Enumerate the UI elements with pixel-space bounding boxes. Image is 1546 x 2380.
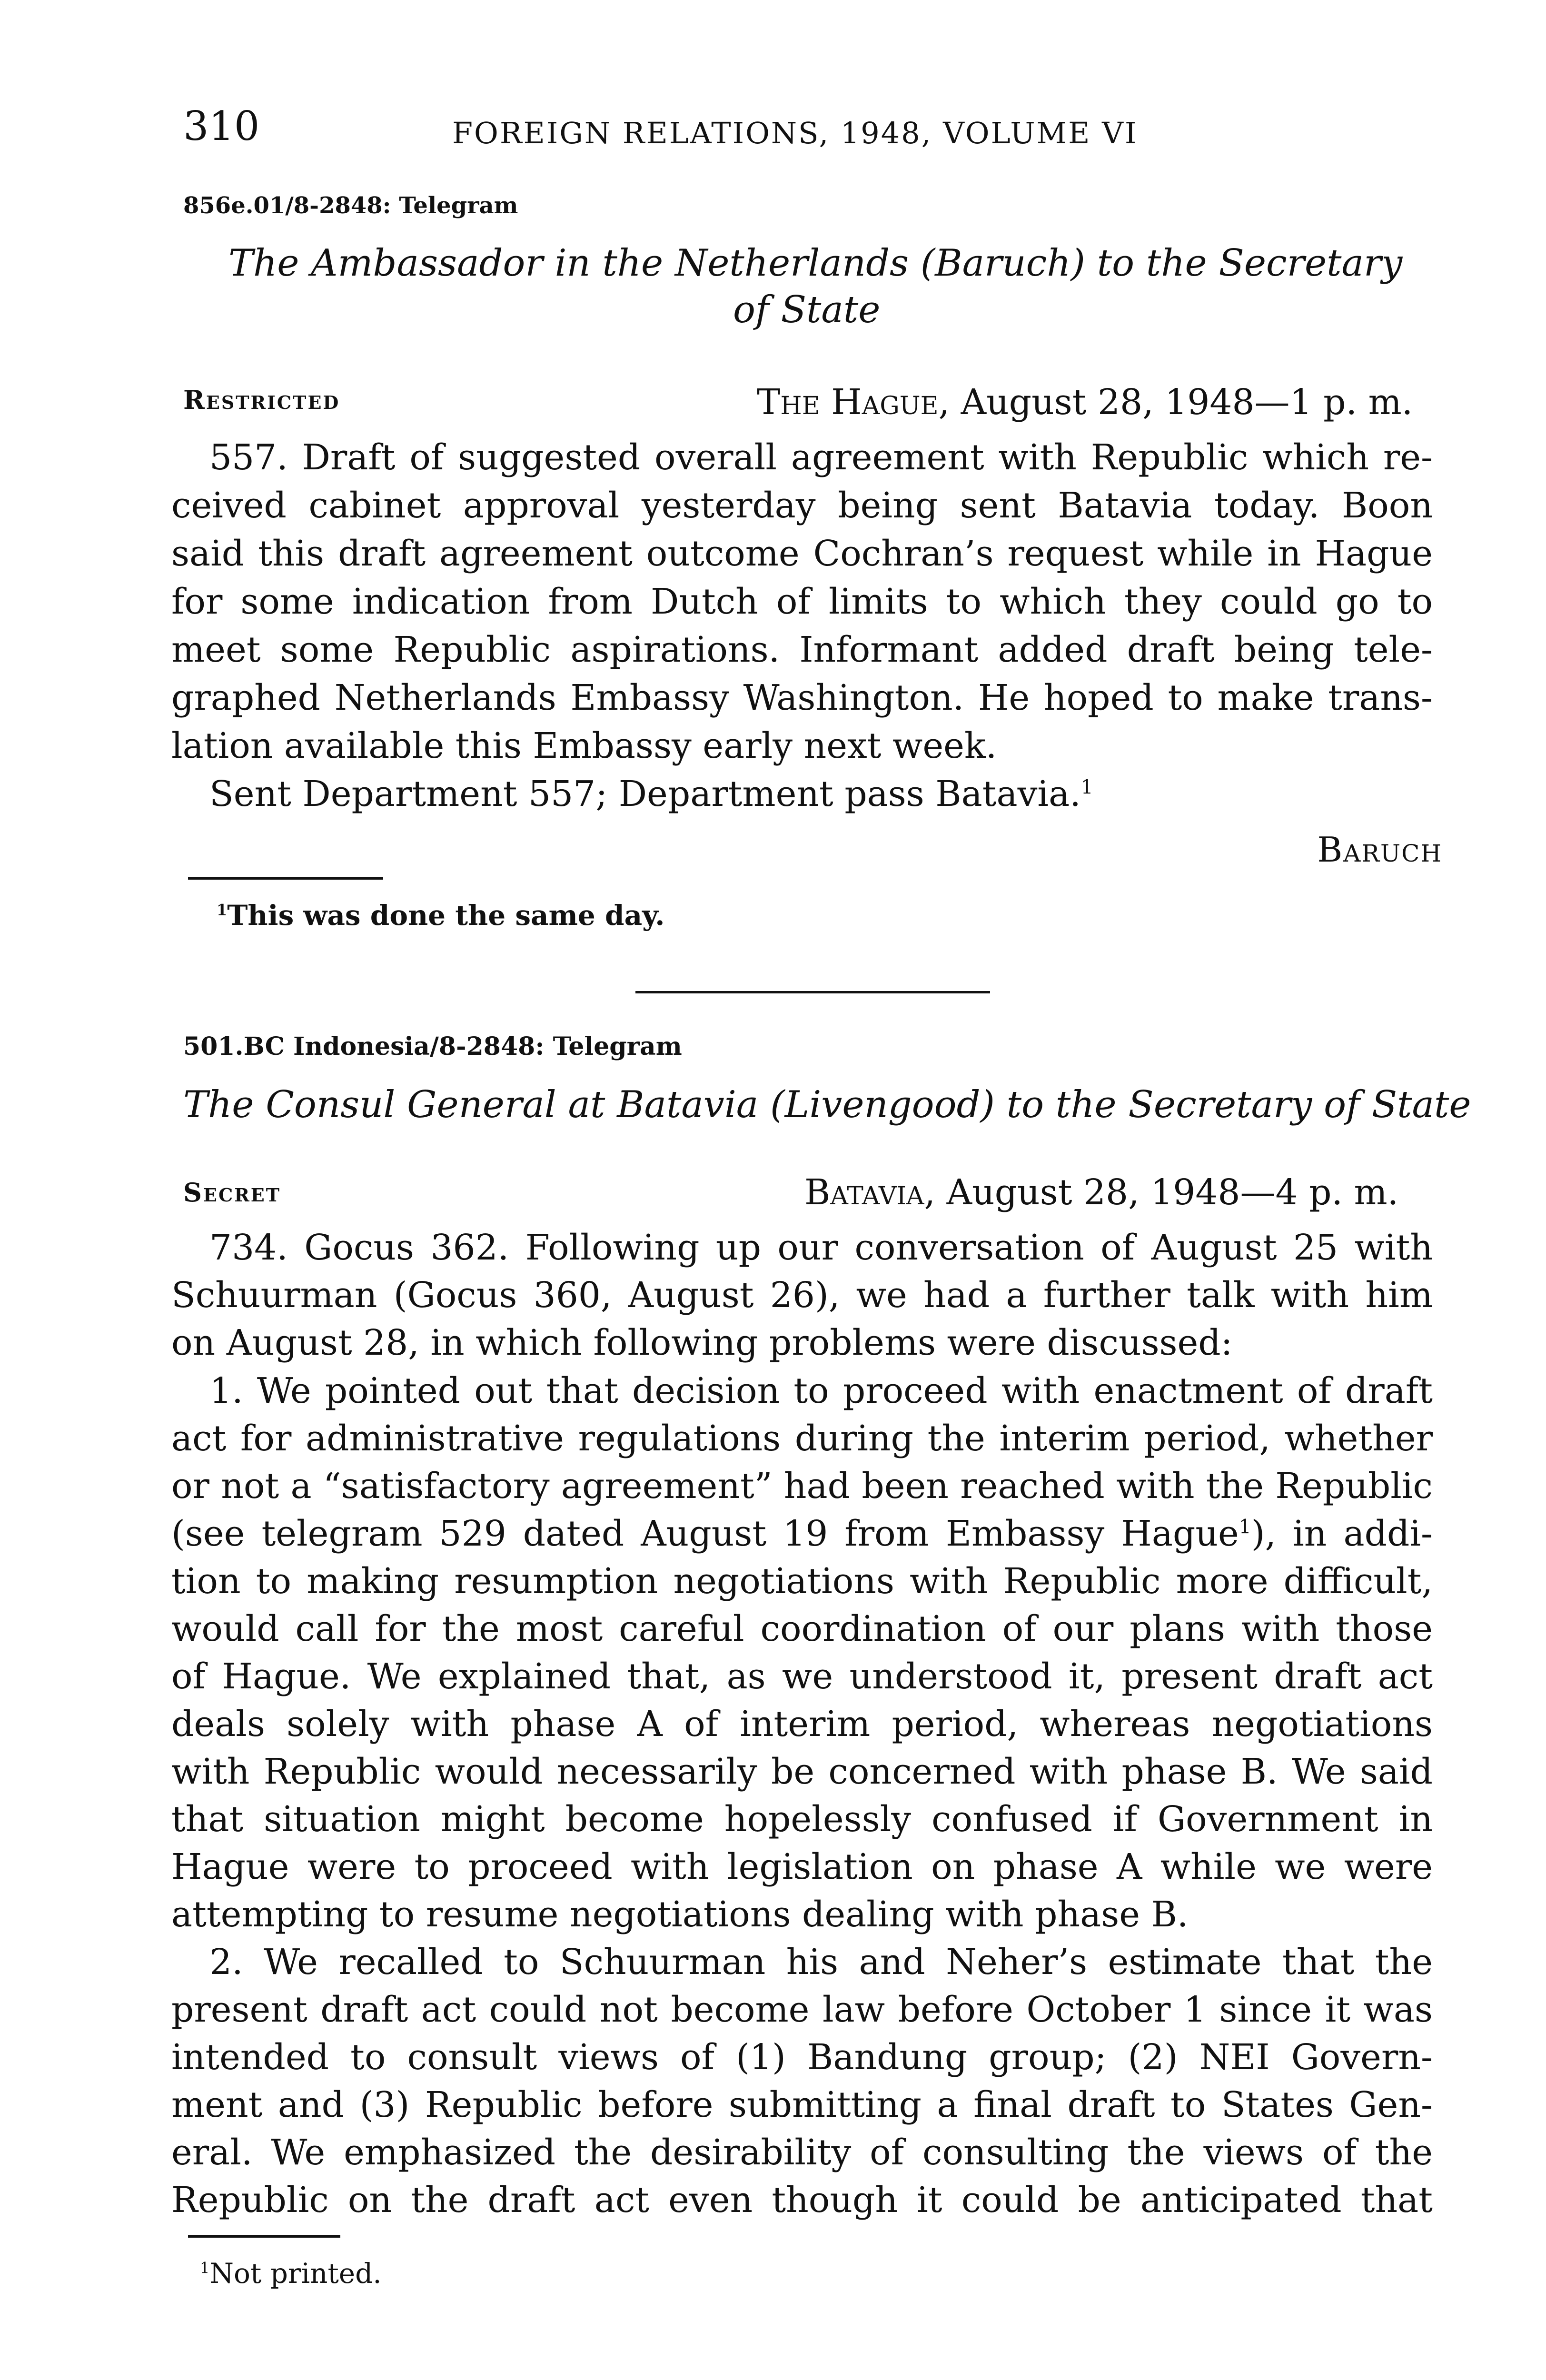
paragraph-line: attempting to resume negotiations dealing with phase B. xyxy=(171,1894,1189,1935)
paragraph-line: deals solely with phase A of interim period, whereas negotiations xyxy=(171,1704,1433,1745)
footnote-text: This was done the same day. xyxy=(227,899,665,932)
paragraph-line: ceived cabinet approval yesterday being sent Batavia today. Boon xyxy=(171,485,1433,526)
page-number: 310 xyxy=(183,103,260,149)
paragraph-line: Hague were to proceed with legislation on phase A while we were xyxy=(171,1846,1433,1887)
paragraph-line: for some indication from Dutch of limits to which they could go to xyxy=(171,581,1433,622)
paragraph-line: act for administrative regulations during the interim period, whether xyxy=(171,1418,1433,1459)
paragraph-line: 734. Gocus 362. Following up our conversation of August 25 with xyxy=(209,1227,1433,1268)
paragraph-line: graphed Netherlands Embassy Washington. He hoped to make trans- xyxy=(171,677,1433,718)
dateline-date: , August 28, 1948—4 p. m. xyxy=(924,1172,1399,1213)
paragraph-line: of Hague. We explained that, as we understood it, present draft act xyxy=(171,1656,1433,1697)
paragraph-line: on August 28, in which following problems were discussed: xyxy=(171,1322,1233,1363)
paragraph-line: Schuurman (Gocus 360, August 26), we had a further talk with him xyxy=(171,1275,1433,1316)
classification-label: Secret xyxy=(183,1177,281,1208)
paragraph-text: ), in addi- xyxy=(1251,1513,1433,1554)
paragraph-line: intended to consult views of (1) Bandung group; (2) NEI Govern- xyxy=(171,2037,1433,2078)
footnote xyxy=(200,2255,382,2291)
sent-line-text: Sent Department 557; Department pass Batavia. xyxy=(209,774,1081,814)
footnote-divider xyxy=(188,2235,340,2238)
paragraph-line: present draft act could not become law before October 1 since it was xyxy=(171,1989,1433,2030)
paragraph-line: tion to making resumption negotiations with Republic more difficult, xyxy=(171,1561,1433,1602)
paragraph-line: meet some Republic aspirations. Informant added draft being tele- xyxy=(171,629,1433,670)
paragraph-line xyxy=(171,1512,1433,1556)
paragraph-line: 1. We pointed out that decision to proceed with enactment of draft xyxy=(209,1370,1433,1411)
file-reference: 501.BC Indonesia/8-2848: Telegram xyxy=(183,1032,682,1061)
dateline xyxy=(757,381,1413,424)
signature: Baruch xyxy=(1317,830,1442,870)
file-reference: 856e.01/8-2848: Telegram xyxy=(183,192,518,219)
dateline xyxy=(804,1171,1398,1214)
sent-line xyxy=(209,772,1433,816)
document-title-continued: of State xyxy=(733,288,881,331)
paragraph-line: Republic on the draft act even though it could be anticipated that xyxy=(171,2180,1433,2221)
document-title: The Consul General at Batavia (Livengood) to the Secretary of State xyxy=(183,1083,1471,1126)
running-title: FOREIGN RELATIONS, 1948, VOLUME VI xyxy=(452,116,1138,150)
document-title: The Ambassador in the Netherlands (Baruch) to the Secretary xyxy=(228,242,1403,285)
paragraph-line: would call for the most careful coordination of our plans with those xyxy=(171,1608,1433,1649)
paragraph-line: 557. Draft of suggested overall agreement with Republic which re- xyxy=(209,437,1433,478)
paragraph-text: (see telegram 529 dated August 19 from Embassy Hague xyxy=(171,1513,1239,1554)
dateline-place: The Hague xyxy=(757,382,939,423)
dateline-place: Batavia xyxy=(804,1172,924,1213)
paragraph-line: with Republic would necessarily be concerned with phase B. We said xyxy=(171,1751,1433,1792)
footnote-marker: 1 xyxy=(200,2259,210,2277)
section-divider xyxy=(635,991,990,993)
paragraph-line: 2. We recalled to Schuurman his and Neher’s estimate that the xyxy=(209,1942,1433,1983)
footnote xyxy=(217,897,664,933)
footnote-divider xyxy=(188,877,383,880)
classification-label: Restricted xyxy=(183,385,340,415)
paragraph-line: eral. We emphasized the desirability of consulting the views of the xyxy=(171,2132,1433,2173)
footnote-text: Not printed. xyxy=(209,2257,382,2290)
paragraph-line: said this draft agreement outcome Cochran’s request while in Hague xyxy=(171,533,1433,574)
footnote-marker: 1 xyxy=(217,901,228,919)
paragraph-line: lation available this Embassy early next week. xyxy=(171,725,997,766)
paragraph-line: that situation might become hopelessly confused if Government in xyxy=(171,1799,1433,1840)
dateline-date: , August 28, 1948—1 p. m. xyxy=(938,382,1413,423)
paragraph-line: or not a “satisfactory agreement” had been reached with the Republic xyxy=(171,1466,1433,1507)
paragraph-line: ment and (3) Republic before submitting a final draft to States Gen- xyxy=(171,2084,1433,2125)
footnote-marker: 1 xyxy=(1239,1515,1251,1538)
footnote-marker: 1 xyxy=(1080,775,1093,799)
